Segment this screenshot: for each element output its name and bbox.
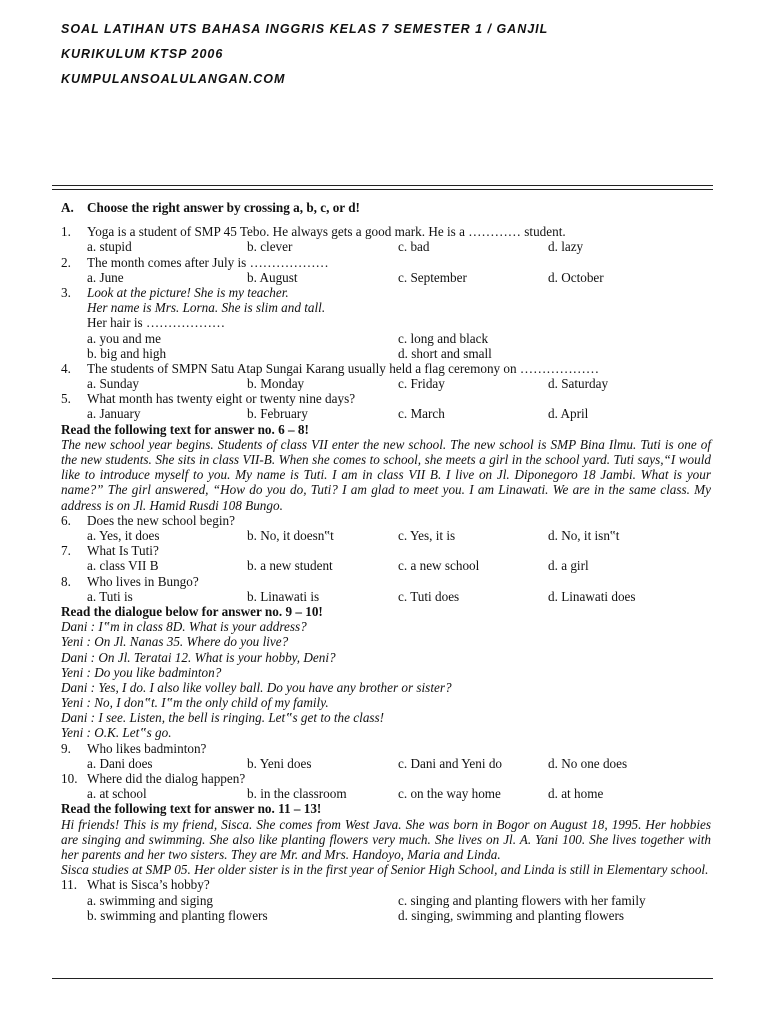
doc-title: SOAL LATIHAN UTS BAHASA INGGRIS KELAS 7 SEMESTER 1 / GANJIL [61, 22, 549, 36]
question-text: Look at the picture! She is my teacher. [87, 284, 289, 300]
option-d[interactable]: d. singing, swimming and planting flowers [398, 907, 625, 923]
question-2 [61, 255, 711, 270]
option-d[interactable]: d. Linawati does [548, 588, 636, 604]
dialogue-line: Yeni : Do you like badminton? [61, 664, 222, 680]
option-d[interactable]: d. at home [548, 786, 604, 802]
option-b[interactable]: b. Linawati is [247, 588, 320, 604]
option-c[interactable]: c. on the way home [398, 786, 501, 802]
option-b[interactable]: b. No, it doesn‟t [247, 528, 334, 544]
question-number: 6. [61, 512, 71, 528]
option-c[interactable]: c. singing and planting flowers with her family [398, 892, 646, 908]
doc-curriculum: KURIKULUM KTSP 2006 [61, 47, 224, 61]
question-number: 5. [61, 391, 71, 407]
options-row [61, 376, 711, 391]
dialogue-line: Yeni : O.K. Let‟s go. [61, 725, 172, 741]
question-number: 3. [61, 284, 71, 300]
question-text: What Is Tuti? [87, 543, 159, 559]
question-10 [61, 771, 711, 786]
option-d[interactable]: d. No, it isn‟t [548, 528, 620, 544]
question-1 [61, 224, 711, 239]
question-8 [61, 574, 711, 589]
option-c[interactable]: c. Yes, it is [398, 528, 456, 544]
option-b[interactable]: b. February [247, 406, 308, 422]
question-text: Who likes badminton? [87, 740, 207, 756]
dialogue-instruction: Read the dialogue below for answer no. 9 – 10! [61, 603, 323, 619]
question-text-line [61, 300, 711, 315]
option-d[interactable]: d. No one does [548, 755, 628, 771]
reading-passage: Hi friends! This is my friend, Sisca. She comes from West Java. She was born in Bogor on August 18, 1995. Her hobbies are singing and swimming. She also like planting flowers very much. She lives on Jl. A. Yani 100. She lives together with her parents and her two sisters. They are Mr. and Mrs. Handoyo, Maria and Linda. [61, 816, 711, 862]
question-3 [61, 285, 711, 300]
option-d[interactable]: d. lazy [548, 239, 584, 255]
option-c[interactable]: c. a new school [398, 558, 480, 574]
option-b[interactable]: b. clever [247, 239, 293, 255]
question-text: Where did the dialog happen? [87, 771, 246, 787]
option-b[interactable]: b. in the classroom [247, 786, 347, 802]
options-row [61, 589, 711, 604]
dialogue-line: Dani : On Jl. Teratai 12. What is your hobby, Deni? [61, 649, 336, 665]
reading-passage: Sisca studies at SMP 05. Her older sister is in the first year of Senior High School, and Linda is still in Elementary school. [61, 862, 709, 878]
section-heading [61, 200, 711, 215]
options-row [61, 893, 711, 908]
question-6 [61, 513, 711, 528]
option-a[interactable]: a. you and me [87, 330, 161, 346]
option-c[interactable]: c. March [398, 406, 445, 422]
option-d[interactable]: d. a girl [548, 558, 589, 574]
option-d[interactable]: d. April [548, 406, 589, 422]
question-number: 9. [61, 740, 71, 756]
question-text: What month has twenty eight or twenty nine days? [87, 391, 356, 407]
options-row [61, 756, 711, 771]
question-7 [61, 543, 711, 558]
options-row [61, 786, 711, 801]
option-a[interactable]: a. Tuti is [87, 588, 133, 604]
option-b[interactable]: b. swimming and planting flowers [87, 907, 268, 923]
question-number: 7. [61, 543, 71, 559]
question-text: The students of SMPN Satu Atap Sungai Karang usually held a flag ceremony on ……………… [87, 360, 600, 376]
question-text: The month comes after July is ……………… [87, 254, 329, 270]
question-number: 10. [61, 771, 78, 787]
option-c[interactable]: c. Dani and Yeni do [398, 755, 503, 771]
question-text-line [61, 315, 711, 330]
question-text: Her hair is ……………… [87, 315, 226, 331]
option-b[interactable]: b. big and high [87, 345, 167, 361]
option-a[interactable]: a. Sunday [87, 376, 140, 392]
option-a[interactable]: a. January [87, 406, 141, 422]
dialogue-line: Dani : I see. Listen, the bell is ringing. Let‟s get to the class! [61, 710, 385, 726]
options-row [61, 270, 711, 285]
option-c[interactable]: c. September [398, 269, 467, 285]
dialogue-line: Dani : I‟m in class 8D. What is your address? [61, 619, 307, 635]
option-a[interactable]: a. at school [87, 786, 147, 802]
question-text: Yoga is a student of SMP 45 Tebo. He always gets a good mark. He is a ………… student. [87, 224, 566, 240]
option-a[interactable]: a. swimming and siging [87, 892, 214, 908]
divider-top [52, 185, 713, 186]
question-number: 2. [61, 254, 71, 270]
question-4 [61, 361, 711, 376]
option-d[interactable]: d. October [548, 269, 604, 285]
dialogue-line: Dani : Yes, I do. I also like volley ball. Do you have any brother or sister? [61, 679, 452, 695]
option-d[interactable]: d. Saturday [548, 376, 609, 392]
exam-body [61, 200, 711, 923]
question-number: 8. [61, 573, 71, 589]
question-text: Her name is Mrs. Lorna. She is slim and tall. [87, 300, 326, 316]
option-c[interactable]: c. long and black [398, 330, 489, 346]
dialogue-line: Yeni : No, I don‟t. I‟m the only child of my family. [61, 695, 329, 711]
question-text: What is Sisca’s hobby? [87, 877, 210, 893]
question-5 [61, 391, 711, 406]
options-row [61, 528, 711, 543]
option-a[interactable]: a. Dani does [87, 755, 153, 771]
options-row [61, 331, 711, 346]
options-row [61, 558, 711, 573]
section-letter: A. [61, 200, 74, 215]
option-a[interactable]: a. class VII B [87, 558, 159, 574]
question-11 [61, 877, 711, 892]
option-b[interactable]: b. August [247, 269, 298, 285]
question-number: 4. [61, 360, 71, 376]
question-number: 11. [61, 877, 77, 893]
options-row [61, 346, 711, 361]
options-row [61, 239, 711, 254]
question-text: Does the new school begin? [87, 512, 235, 528]
option-c[interactable]: c. bad [398, 239, 430, 255]
reading-instruction: Read the following text for answer no. 6 – 8! [61, 421, 309, 437]
divider-top-inner [52, 189, 713, 190]
option-b[interactable]: b. a new student [247, 558, 333, 574]
dialogue-line: Yeni : On Jl. Nanas 35. Where do you live? [61, 634, 289, 650]
question-9 [61, 741, 711, 756]
divider-bottom [52, 978, 713, 979]
option-c[interactable]: c. Friday [398, 376, 445, 392]
option-c[interactable]: c. Tuti does [398, 588, 460, 604]
reading-passage: The new school year begins. Students of class VII enter the new school. The new school is SMP Bina Ilmu. Tuti is one of the new students. She sits in class VII-B. When she comes to school, she meets a girl in the school yard. Tuti says,“I would like to introduce myself to you. My name is Tuti. I am in class VII B. I live on Jl. Diponegoro 18 Jambi. What is your name?” The girl answered, “How do you do, Tuti? I am glad to meet you. I am Linawati. We are in the same class. My address is on Jl. Hamid Rusdi 108 Bungo. [61, 436, 711, 513]
question-text: Who lives in Bungo? [87, 573, 199, 589]
section-title: Choose the right answer by crossing a, b, c, or d! [87, 200, 360, 215]
option-a[interactable]: a. Yes, it does [87, 528, 160, 544]
option-d[interactable]: d. short and small [398, 345, 492, 361]
option-a[interactable]: a. stupid [87, 239, 132, 255]
reading-instruction: Read the following text for answer no. 11 – 13! [61, 801, 322, 817]
option-b[interactable]: b. Yeni does [247, 755, 312, 771]
options-row [61, 406, 711, 421]
question-number: 1. [61, 224, 71, 240]
option-a[interactable]: a. June [87, 269, 124, 285]
option-b[interactable]: b. Monday [247, 376, 305, 392]
options-row [61, 908, 711, 923]
doc-website: KUMPULANSOALULANGAN.COM [61, 72, 286, 86]
